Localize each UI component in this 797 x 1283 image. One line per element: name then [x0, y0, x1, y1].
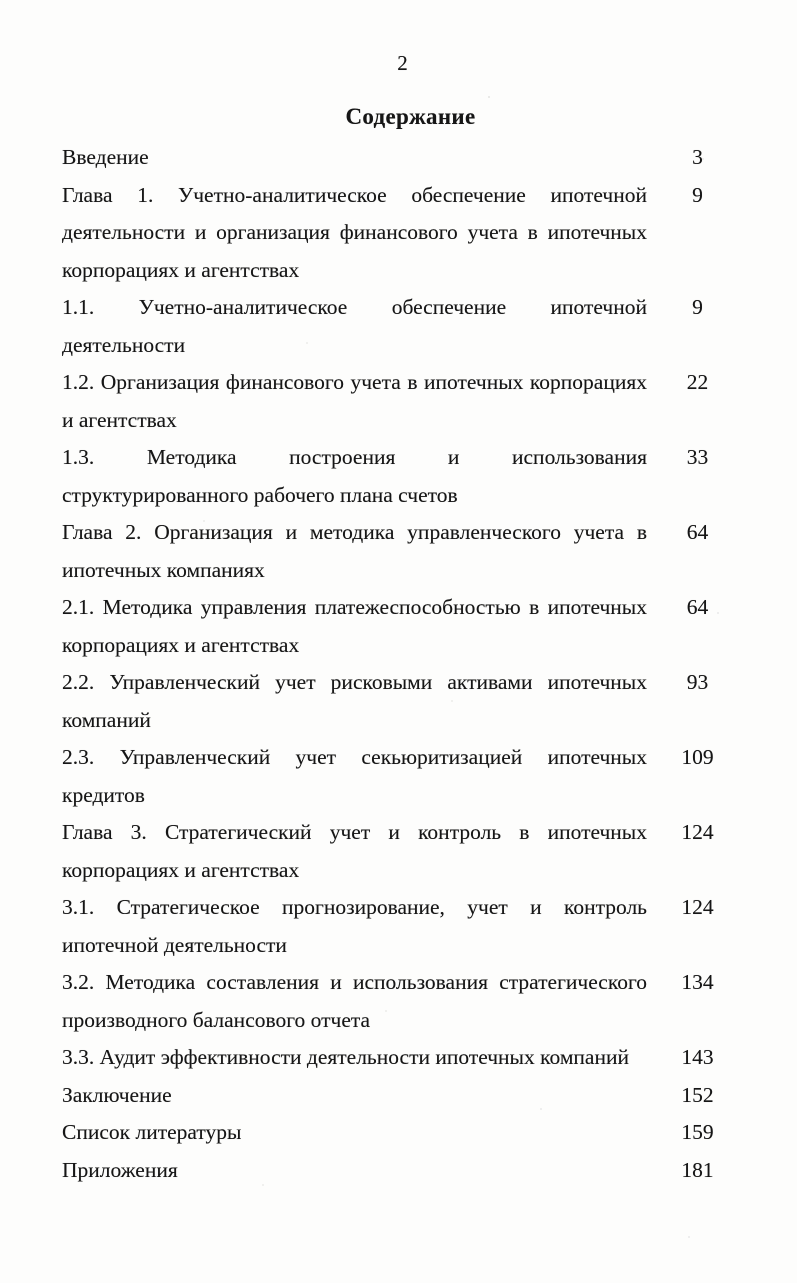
- toc-entry-label: 1.2. Организация финансового учета в ипотечных корпорациях и агентствах: [62, 370, 647, 432]
- toc-entry-page: 33: [686, 445, 709, 469]
- toc-entry-page: 64: [686, 595, 709, 619]
- toc-entry-label: Заключение: [62, 1082, 172, 1107]
- toc-entry-page: 109: [681, 745, 714, 769]
- toc-entry-page: 181: [681, 1157, 714, 1182]
- contents-title: Содержание: [345, 104, 476, 129]
- toc-entry-page: 3: [692, 145, 703, 169]
- toc-entry-page: 124: [681, 895, 714, 919]
- toc-entry-label: Глава 3. Стратегический учет и контроль в ипотечных корпорациях и агентствах: [62, 820, 647, 882]
- toc-entry-label: Глава 2. Организация и методика управленческого учета в ипотечных компаниях: [62, 520, 647, 582]
- toc-entry-1-1: [62, 289, 748, 364]
- toc-entry-2-1: [62, 589, 748, 664]
- toc-entry-page: 124: [681, 820, 714, 844]
- toc-entry-chapter-1: [62, 177, 748, 290]
- toc-entry-label: Приложения: [62, 1157, 178, 1182]
- toc-entry-label: 1.1. Учетно-аналитическое обеспечение ипотечной деятельности: [62, 295, 647, 357]
- toc-entry-2-3: [62, 739, 748, 814]
- toc-entry-label: 2.2. Управленческий учет рисковыми активами ипотечных компаний: [62, 670, 647, 732]
- page-number: 2: [397, 51, 408, 75]
- toc-entry-chapter-2: [62, 514, 748, 589]
- toc-entry-label: 3.3. Аудит эффективности деятельности ипотечных компаний: [62, 1045, 629, 1069]
- toc-entry-page: 134: [681, 970, 714, 994]
- toc-entry-2-2: [62, 664, 748, 739]
- toc-entry-page: 159: [681, 1120, 714, 1144]
- table-of-contents: [62, 139, 748, 1189]
- toc-entry-label: 3.1. Стратегическое прогнозирование, учет и контроль ипотечной деятельности: [62, 895, 647, 957]
- toc-entry-page: 64: [686, 520, 709, 544]
- toc-entry-label: 3.2. Методика составления и использования стратегического производного балансового отчета: [62, 970, 647, 1032]
- toc-entry-page: 22: [686, 370, 709, 394]
- toc-entry-page: 93: [686, 670, 709, 694]
- toc-entry-label: 2.1. Методика управления платежеспособностью в ипотечных корпорациях и агентствах: [62, 595, 647, 657]
- toc-entry-page: 143: [681, 1045, 714, 1069]
- toc-entry-bibliography: [62, 1114, 748, 1152]
- toc-entry-label: Список литературы: [62, 1120, 242, 1144]
- toc-entry-label: 2.3. Управленческий учет секьюритизацией ипотечных кредитов: [62, 745, 647, 807]
- toc-entry-3-2: [62, 964, 748, 1039]
- toc-entry-3-3: [62, 1039, 748, 1077]
- toc-entry-appendices: [62, 1152, 748, 1190]
- toc-entry-1-3: [62, 439, 748, 514]
- toc-entry-page: 9: [692, 182, 703, 207]
- toc-entry-introduction: [62, 139, 748, 177]
- toc-entry-conclusion: [62, 1077, 748, 1115]
- toc-entry-page: 152: [681, 1082, 714, 1107]
- toc-entry-chapter-3: [62, 814, 748, 889]
- toc-entry-label: Глава 1. Учетно-аналитическое обеспечение ипотечной деятельности и организация финансового учета в ипотечных корпорациях и агентствах: [62, 182, 647, 282]
- toc-entry-1-2: [62, 364, 748, 439]
- toc-entry-3-1: [62, 889, 748, 964]
- toc-entry-label: 1.3. Методика построения и использования структурированного рабочего плана счетов: [62, 445, 647, 507]
- toc-entry-page: 9: [692, 295, 703, 319]
- toc-entry-label: Введение: [62, 145, 149, 169]
